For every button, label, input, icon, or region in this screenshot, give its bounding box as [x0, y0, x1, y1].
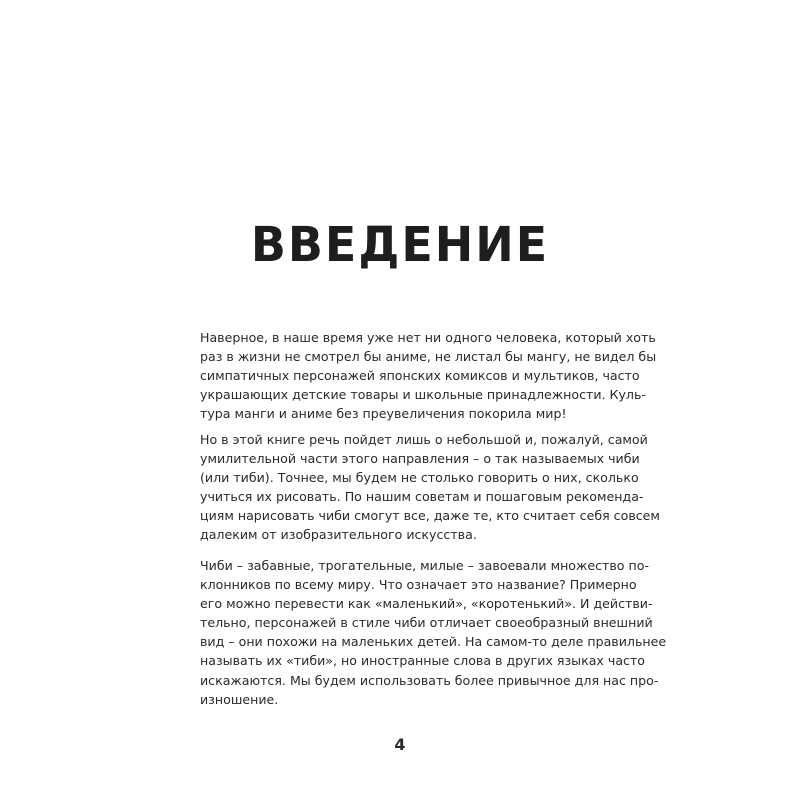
- text-line: Но в этой книге речь пойдет лишь о небольшой и, пожалуй, самой: [200, 432, 648, 447]
- text-line: искажаются. Мы будем использовать более привычное для нас про-: [200, 672, 659, 688]
- paragraph-1: [200, 328, 657, 423]
- text-line: Чиби – забавные, трогательные, милые – завоевали множество по-: [200, 558, 649, 573]
- text-line: клонников по всему миру. Что означает это название? Примерно: [200, 577, 637, 593]
- text-line: циям нарисовать чиби смогут все, даже те, кто считает себя совсем: [200, 508, 660, 524]
- text-line: тельно, персонажей в стиле чиби отличает своеобразный внешний: [200, 615, 653, 631]
- paragraph-2: [200, 430, 660, 545]
- text-line: называть их «тиби», но иностранные слова в других языках часто: [200, 653, 645, 669]
- text-line: раз в жизни не смотрел бы аниме, не листал бы мангу, не видел бы: [200, 349, 657, 365]
- text-line: далеким от изобразительного искусства.: [200, 527, 477, 543]
- paragraph-3: [200, 556, 667, 709]
- text-line: Наверное, в наше время уже нет ни одного человека, который хоть: [200, 330, 656, 345]
- text-line: (или тиби). Точнее, мы будем не столько говорить о них, сколько: [200, 470, 639, 486]
- text-line: умилительной части этого направления – о так называемых чиби: [200, 451, 640, 467]
- text-line: симпатичных персонажей японских комиксов и мультиков, часто: [200, 368, 640, 384]
- page-number: 4: [394, 735, 406, 754]
- text-line: изношение.: [200, 691, 279, 707]
- text-line: учиться их рисовать. По нашим советам и пошаговым рекоменда-: [200, 489, 644, 505]
- text-line: тура манги и аниме без преувеличения покорила мир!: [200, 406, 567, 422]
- text-line: украшающих детские товары и школьные принадлежности. Куль-: [200, 387, 646, 403]
- text-line: вид – они похожи на маленьких детей. На самом-то деле правильнее: [200, 634, 667, 650]
- chapter-title: ВВЕДЕНИЕ: [250, 215, 550, 273]
- text-line: его можно перевести как «маленький», «коротенький». И действи-: [200, 596, 653, 612]
